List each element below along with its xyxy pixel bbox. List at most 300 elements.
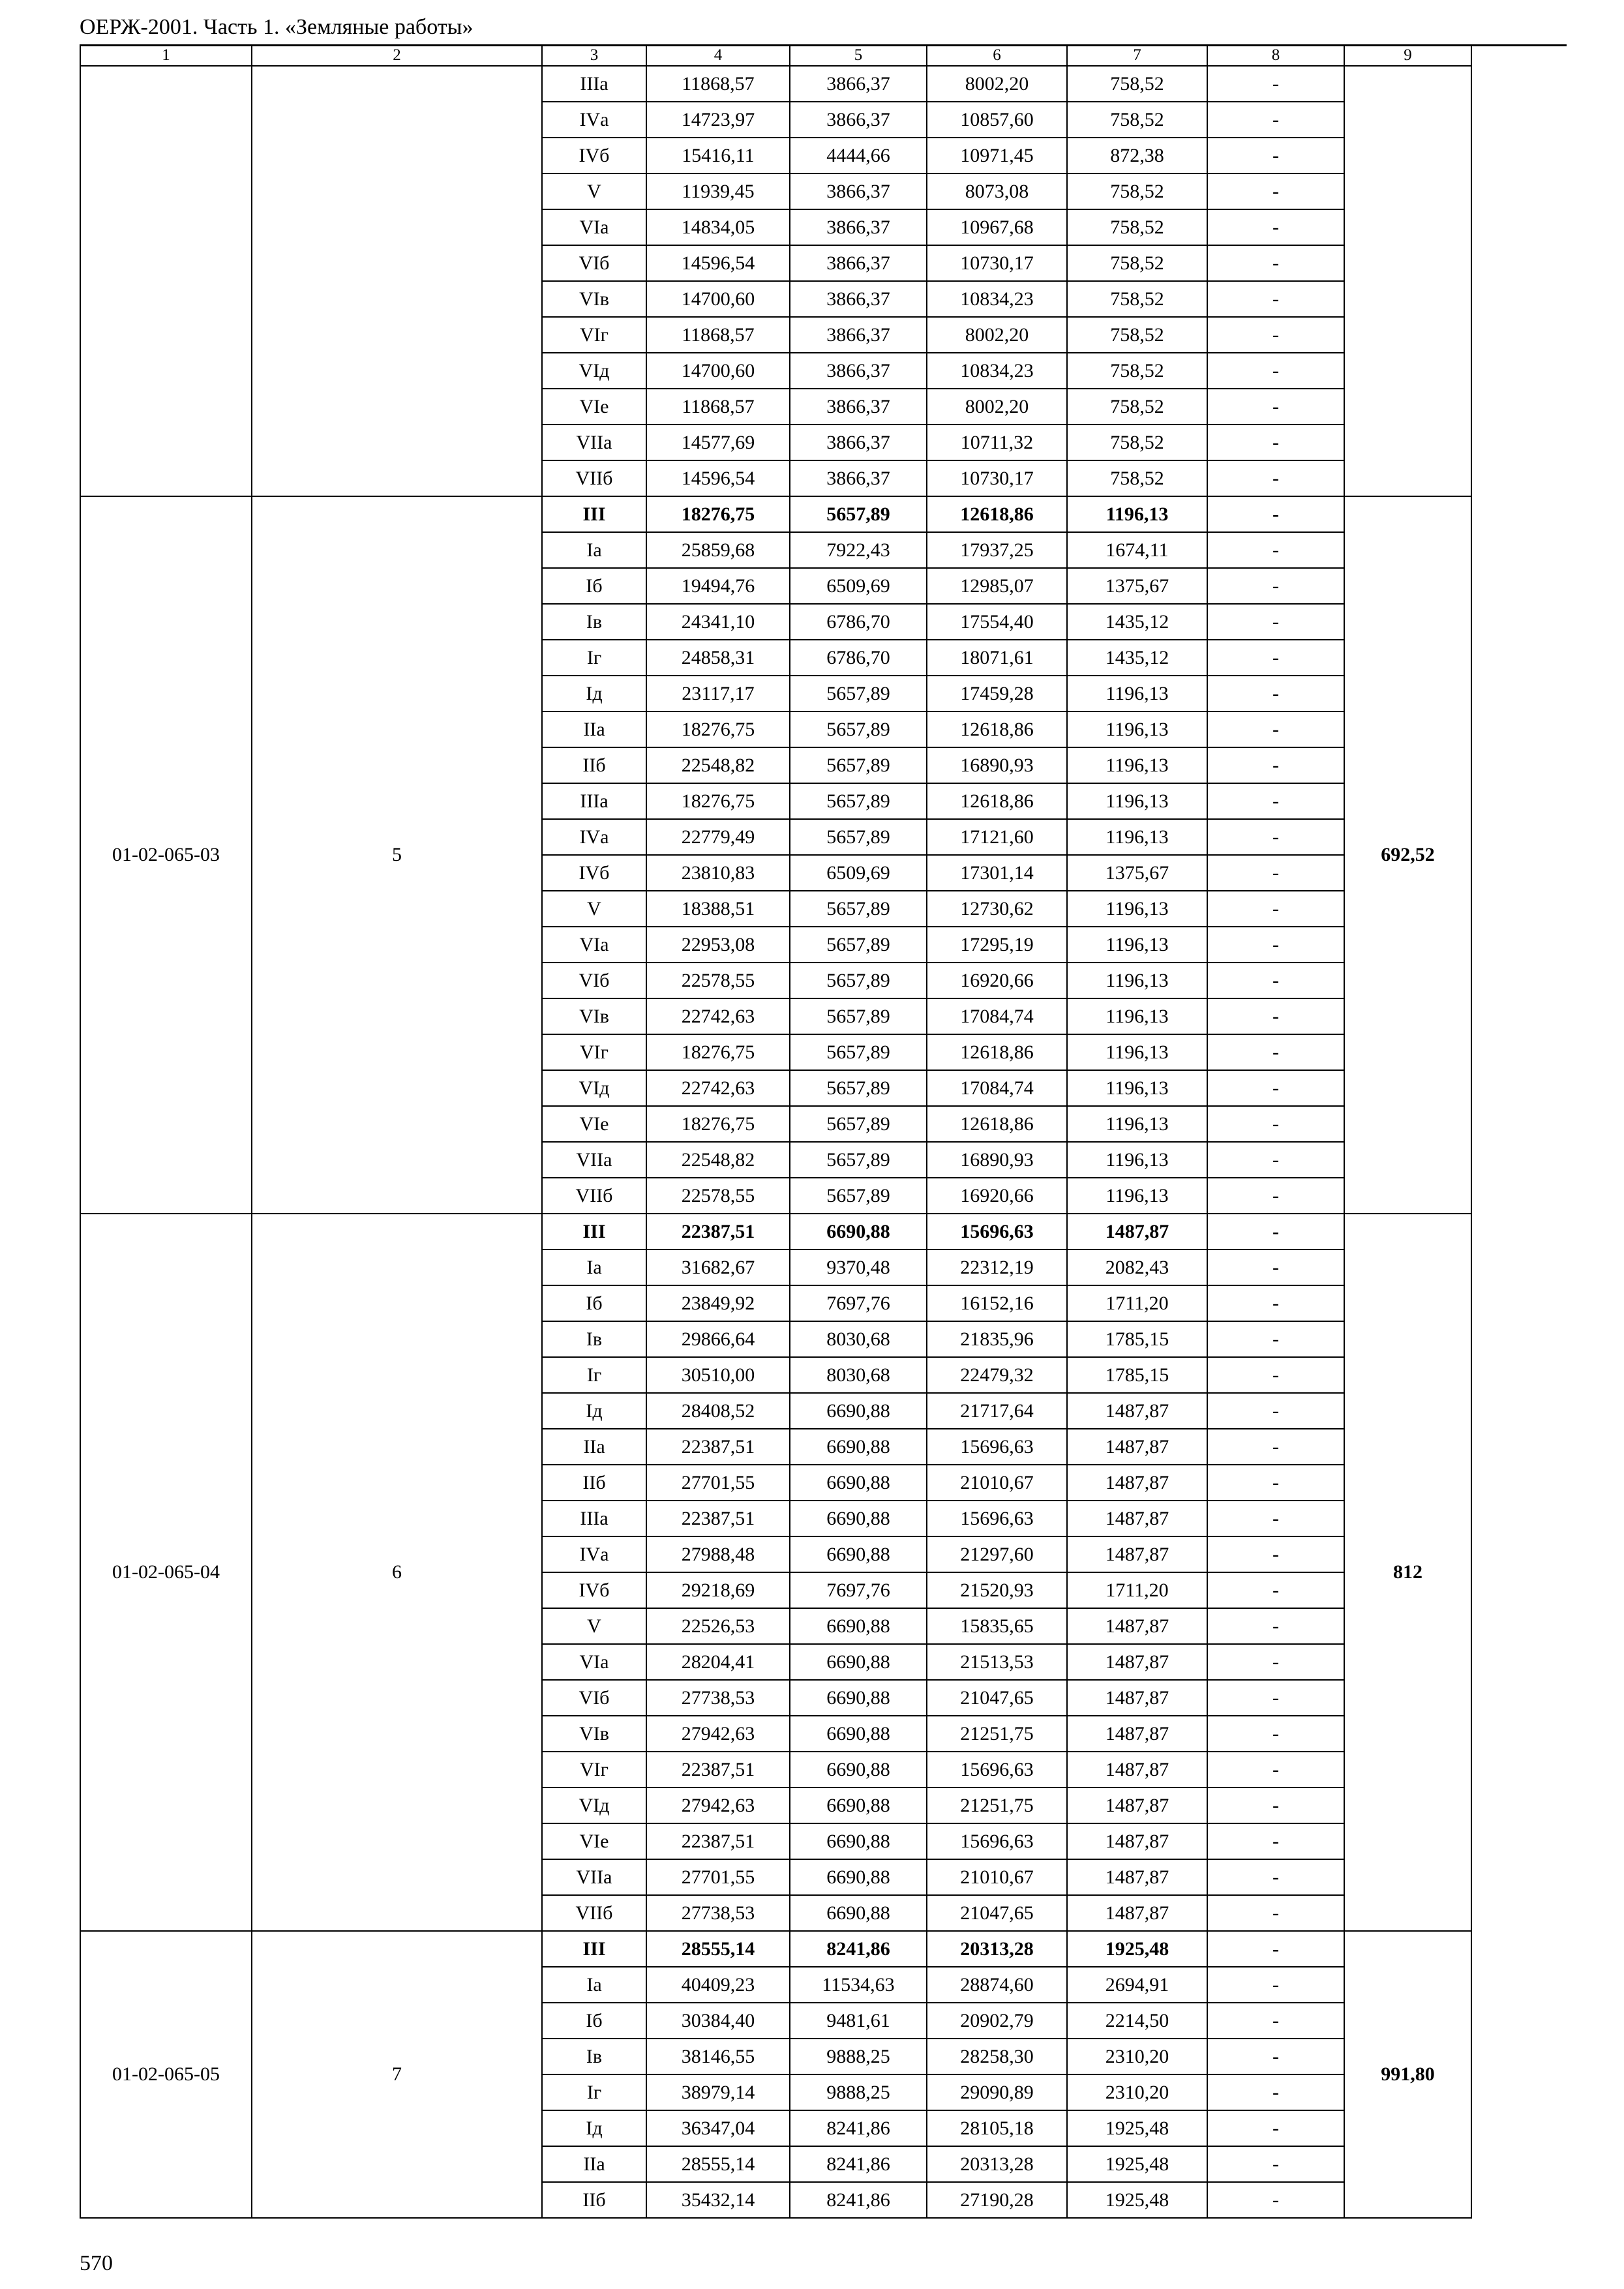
value-cell-col7: 1196,13	[1067, 747, 1207, 783]
value-cell-col4: 11868,57	[646, 317, 790, 353]
value-cell-col4: 22578,55	[646, 1178, 790, 1214]
rate-code-cell: 01-02-065-03	[80, 496, 252, 1214]
value-cell-col4: 24858,31	[646, 640, 790, 676]
soil-group-cell: VIб	[542, 245, 646, 281]
soil-group-cell: VIа	[542, 209, 646, 245]
value-cell-col7: 1435,12	[1067, 604, 1207, 640]
value-cell-col5: 5657,89	[790, 783, 927, 819]
column-number-header: 7	[1067, 45, 1207, 66]
value-cell-col8: -	[1207, 1536, 1344, 1572]
value-cell-col7: 872,38	[1067, 138, 1207, 173]
soil-group-cell: VIб	[542, 963, 646, 998]
column-number-header: 3	[542, 45, 646, 66]
value-cell-col5: 6690,88	[790, 1465, 927, 1501]
value-cell-col8: -	[1207, 138, 1344, 173]
value-cell-col6: 17554,40	[927, 604, 1067, 640]
value-cell-col5: 6690,88	[790, 1788, 927, 1823]
value-cell-col4: 28408,52	[646, 1393, 790, 1429]
value-cell-col5: 6690,88	[790, 1429, 927, 1465]
value-cell-col8: -	[1207, 604, 1344, 640]
value-cell-col4: 15416,11	[646, 138, 790, 173]
value-cell-col8: -	[1207, 711, 1344, 747]
value-cell-col8: -	[1207, 1285, 1344, 1321]
value-cell-col4: 22779,49	[646, 819, 790, 855]
value-cell-col6: 21513,53	[927, 1644, 1067, 1680]
value-cell-col7: 1196,13	[1067, 1142, 1207, 1178]
value-cell-col7: 1196,13	[1067, 998, 1207, 1034]
value-cell-col4: 22526,53	[646, 1608, 790, 1644]
value-cell-col4: 14700,60	[646, 353, 790, 389]
value-cell-col4: 18276,75	[646, 1106, 790, 1142]
value-cell-col7: 1196,13	[1067, 1034, 1207, 1070]
value-cell-col5: 8241,86	[790, 2146, 927, 2182]
value-cell-col8: -	[1207, 2182, 1344, 2218]
value-cell-col4: 35432,14	[646, 2182, 790, 2218]
value-cell-col4: 22387,51	[646, 1429, 790, 1465]
value-cell-col5: 7697,76	[790, 1572, 927, 1608]
column-number-header: 6	[927, 45, 1067, 66]
column-number-header: 5	[790, 45, 927, 66]
value-cell-col8: -	[1207, 783, 1344, 819]
value-cell-col8: -	[1207, 425, 1344, 460]
value-cell-col6: 10730,17	[927, 245, 1067, 281]
value-cell-col6: 20902,79	[927, 2003, 1067, 2039]
page-footer	[80, 2251, 113, 2276]
soil-group-cell: IIIа	[542, 1501, 646, 1536]
value-cell-col6: 27190,28	[927, 2182, 1067, 2218]
soil-group-cell: V	[542, 173, 646, 209]
value-cell-col8: -	[1207, 1895, 1344, 1931]
soil-group-cell: Iб	[542, 1285, 646, 1321]
soil-group-cell: IVб	[542, 855, 646, 891]
value-cell-col6: 10730,17	[927, 460, 1067, 496]
value-cell-col8: -	[1207, 1070, 1344, 1106]
value-cell-col7: 1487,87	[1067, 1393, 1207, 1429]
soil-group-cell: V	[542, 891, 646, 927]
value-cell-col5: 6690,88	[790, 1214, 927, 1249]
value-cell-col7: 1487,87	[1067, 1429, 1207, 1465]
value-cell-col8: -	[1207, 1214, 1344, 1249]
value-cell-col4: 29866,64	[646, 1321, 790, 1357]
rate-row	[80, 1214, 1471, 1249]
value-cell-col7: 2310,20	[1067, 2039, 1207, 2074]
value-cell-col6: 17084,74	[927, 1070, 1067, 1106]
value-cell-col5: 8241,86	[790, 1931, 927, 1967]
document-title: ОЕРЖ-2001. Часть 1. «Земляные работы»	[80, 15, 474, 39]
soil-group-cell: VIIб	[542, 1178, 646, 1214]
value-cell-col5: 5657,89	[790, 1034, 927, 1070]
value-cell-col4: 38979,14	[646, 2074, 790, 2110]
value-cell-col8: -	[1207, 1106, 1344, 1142]
value-cell-col7: 1487,87	[1067, 1465, 1207, 1501]
rate-row	[80, 496, 1471, 532]
value-cell-col7: 1487,87	[1067, 1644, 1207, 1680]
value-cell-col7: 1487,87	[1067, 1680, 1207, 1716]
value-cell-col5: 3866,37	[790, 460, 927, 496]
soil-group-cell: Iв	[542, 604, 646, 640]
value-cell-col7: 758,52	[1067, 245, 1207, 281]
value-cell-col7: 758,52	[1067, 389, 1207, 425]
value-cell-col5: 4444,66	[790, 138, 927, 173]
value-cell-col5: 6786,70	[790, 604, 927, 640]
value-cell-col4: 27738,53	[646, 1680, 790, 1716]
value-cell-col5: 8030,68	[790, 1357, 927, 1393]
value-cell-col4: 36347,04	[646, 2110, 790, 2146]
soil-group-cell: VIг	[542, 1034, 646, 1070]
value-cell-col4: 31682,67	[646, 1249, 790, 1285]
value-cell-col7: 1785,15	[1067, 1321, 1207, 1357]
value-cell-col5: 3866,37	[790, 102, 927, 138]
value-cell-col8: -	[1207, 855, 1344, 891]
value-cell-col5: 5657,89	[790, 711, 927, 747]
value-cell-col6: 22479,32	[927, 1357, 1067, 1393]
value-cell-col7: 1925,48	[1067, 2146, 1207, 2182]
soil-group-cell: Iд	[542, 2110, 646, 2146]
value-cell-col8: -	[1207, 1465, 1344, 1501]
value-cell-col4: 14596,54	[646, 460, 790, 496]
soil-group-cell: VIг	[542, 317, 646, 353]
value-cell-col6: 21047,65	[927, 1680, 1067, 1716]
value-cell-col8: -	[1207, 496, 1344, 532]
value-cell-col6: 21010,67	[927, 1465, 1067, 1501]
value-cell-col7: 1487,87	[1067, 1788, 1207, 1823]
value-cell-col5: 6690,88	[790, 1680, 927, 1716]
value-cell-col5: 5657,89	[790, 963, 927, 998]
value-cell-col5: 8241,86	[790, 2182, 927, 2218]
soil-group-cell: Iб	[542, 2003, 646, 2039]
value-cell-col8: -	[1207, 102, 1344, 138]
value-cell-col6: 8002,20	[927, 317, 1067, 353]
value-cell-col8: -	[1207, 1393, 1344, 1429]
value-cell-col4: 22387,51	[646, 1501, 790, 1536]
value-cell-col4: 22742,63	[646, 1070, 790, 1106]
value-cell-col8: -	[1207, 819, 1344, 855]
value-cell-col4: 11939,45	[646, 173, 790, 209]
value-cell-col7: 758,52	[1067, 102, 1207, 138]
value-cell-col7: 1925,48	[1067, 2182, 1207, 2218]
value-cell-col4: 18276,75	[646, 496, 790, 532]
result-cell	[1344, 66, 1471, 496]
value-cell-col4: 30384,40	[646, 2003, 790, 2039]
value-cell-col7: 758,52	[1067, 425, 1207, 460]
value-cell-col8: -	[1207, 281, 1344, 317]
value-cell-col4: 25859,68	[646, 532, 790, 568]
value-cell-col4: 27701,55	[646, 1859, 790, 1895]
value-cell-col8: -	[1207, 532, 1344, 568]
value-cell-col8: -	[1207, 747, 1344, 783]
value-cell-col8: -	[1207, 1357, 1344, 1393]
value-cell-col7: 1487,87	[1067, 1716, 1207, 1752]
column-number-header: 1	[80, 45, 252, 66]
column-number-header: 2	[252, 45, 542, 66]
value-cell-col4: 27942,63	[646, 1788, 790, 1823]
value-cell-col6: 17937,25	[927, 532, 1067, 568]
soil-group-cell: IIб	[542, 747, 646, 783]
rate-code-cell: 01-02-065-05	[80, 1931, 252, 2218]
soil-group-cell: V	[542, 1608, 646, 1644]
soil-group-cell: VIв	[542, 998, 646, 1034]
value-cell-col4: 18388,51	[646, 891, 790, 927]
value-cell-col5: 3866,37	[790, 389, 927, 425]
value-cell-col6: 12618,86	[927, 711, 1067, 747]
value-cell-col7: 758,52	[1067, 281, 1207, 317]
value-cell-col8: -	[1207, 1752, 1344, 1788]
value-cell-col8: -	[1207, 209, 1344, 245]
value-cell-col5: 7697,76	[790, 1285, 927, 1321]
value-cell-col7: 1785,15	[1067, 1357, 1207, 1393]
soil-group-cell: Iв	[542, 1321, 646, 1357]
value-cell-col7: 1375,67	[1067, 568, 1207, 604]
value-cell-col6: 15696,63	[927, 1501, 1067, 1536]
value-cell-col6: 21047,65	[927, 1895, 1067, 1931]
value-cell-col5: 5657,89	[790, 496, 927, 532]
soil-group-cell: III	[542, 1214, 646, 1249]
value-cell-col7: 1196,13	[1067, 819, 1207, 855]
value-cell-col8: -	[1207, 998, 1344, 1034]
value-cell-col7: 1487,87	[1067, 1501, 1207, 1536]
value-cell-col6: 8002,20	[927, 389, 1067, 425]
value-cell-col6: 21010,67	[927, 1859, 1067, 1895]
value-cell-col8: -	[1207, 1823, 1344, 1859]
value-cell-col6: 17459,28	[927, 676, 1067, 711]
value-cell-col7: 1711,20	[1067, 1285, 1207, 1321]
value-cell-col6: 28258,30	[927, 2039, 1067, 2074]
value-cell-col6: 17295,19	[927, 927, 1067, 963]
value-cell-col7: 1487,87	[1067, 1536, 1207, 1572]
value-cell-col5: 5657,89	[790, 927, 927, 963]
value-cell-col5: 9888,25	[790, 2039, 927, 2074]
value-cell-col6: 17084,74	[927, 998, 1067, 1034]
page-number: 570	[80, 2251, 113, 2275]
value-cell-col4: 18276,75	[646, 1034, 790, 1070]
value-cell-col6: 21835,96	[927, 1321, 1067, 1357]
value-cell-col7: 1674,11	[1067, 532, 1207, 568]
value-cell-col7: 1196,13	[1067, 496, 1207, 532]
value-cell-col4: 28555,14	[646, 2146, 790, 2182]
value-cell-col4: 27738,53	[646, 1895, 790, 1931]
value-cell-col8: -	[1207, 1178, 1344, 1214]
value-cell-col5: 3866,37	[790, 281, 927, 317]
value-cell-col7: 758,52	[1067, 66, 1207, 102]
value-cell-col7: 1196,13	[1067, 1070, 1207, 1106]
soil-group-cell: VIд	[542, 353, 646, 389]
value-cell-col6: 10834,23	[927, 281, 1067, 317]
value-cell-col5: 5657,89	[790, 1106, 927, 1142]
value-cell-col5: 3866,37	[790, 317, 927, 353]
table-head	[80, 45, 1471, 66]
value-cell-col4: 22387,51	[646, 1214, 790, 1249]
value-cell-col4: 14577,69	[646, 425, 790, 460]
rate-number-cell: 7	[252, 1931, 542, 2218]
value-cell-col5: 6509,69	[790, 855, 927, 891]
soil-group-cell: IVа	[542, 1536, 646, 1572]
value-cell-col5: 6786,70	[790, 640, 927, 676]
soil-group-cell: Iд	[542, 1393, 646, 1429]
value-cell-col4: 22578,55	[646, 963, 790, 998]
value-cell-col5: 6509,69	[790, 568, 927, 604]
value-cell-col7: 758,52	[1067, 173, 1207, 209]
value-cell-col8: -	[1207, 1644, 1344, 1680]
value-cell-col5: 6690,88	[790, 1895, 927, 1931]
value-cell-col6: 20313,28	[927, 2146, 1067, 2182]
soil-group-cell: Iг	[542, 2074, 646, 2110]
value-cell-col8: -	[1207, 1608, 1344, 1644]
value-cell-col4: 22387,51	[646, 1823, 790, 1859]
soil-group-cell: VIе	[542, 389, 646, 425]
value-cell-col6: 17301,14	[927, 855, 1067, 891]
value-cell-col6: 16890,93	[927, 747, 1067, 783]
page-header	[80, 14, 1567, 46]
table-body	[80, 66, 1471, 2218]
value-cell-col6: 28105,18	[927, 2110, 1067, 2146]
soil-group-cell: VIе	[542, 1106, 646, 1142]
soil-group-cell: Iб	[542, 568, 646, 604]
value-cell-col5: 11534,63	[790, 1967, 927, 2003]
value-cell-col5: 9370,48	[790, 1249, 927, 1285]
value-cell-col7: 1196,13	[1067, 1106, 1207, 1142]
value-cell-col5: 6690,88	[790, 1536, 927, 1572]
soil-group-cell: IVб	[542, 138, 646, 173]
value-cell-col6: 17121,60	[927, 819, 1067, 855]
value-cell-col6: 21717,64	[927, 1393, 1067, 1429]
value-cell-col4: 11868,57	[646, 66, 790, 102]
value-cell-col5: 5657,89	[790, 819, 927, 855]
value-cell-col8: -	[1207, 676, 1344, 711]
value-cell-col6: 22312,19	[927, 1249, 1067, 1285]
value-cell-col8: -	[1207, 460, 1344, 496]
value-cell-col7: 1196,13	[1067, 927, 1207, 963]
value-cell-col7: 1435,12	[1067, 640, 1207, 676]
value-cell-col4: 22548,82	[646, 1142, 790, 1178]
soil-group-cell: Iг	[542, 640, 646, 676]
value-cell-col4: 23117,17	[646, 676, 790, 711]
rate-row	[80, 1931, 1471, 1967]
soil-group-cell: IVа	[542, 102, 646, 138]
value-cell-col5: 3866,37	[790, 353, 927, 389]
value-cell-col4: 14723,97	[646, 102, 790, 138]
value-cell-col7: 1925,48	[1067, 2110, 1207, 2146]
value-cell-col6: 21520,93	[927, 1572, 1067, 1608]
value-cell-col4: 18276,75	[646, 711, 790, 747]
value-cell-col8: -	[1207, 640, 1344, 676]
soil-group-cell: VIв	[542, 1716, 646, 1752]
soil-group-cell: VIа	[542, 1644, 646, 1680]
soil-group-cell: VIIа	[542, 1859, 646, 1895]
value-cell-col5: 5657,89	[790, 1142, 927, 1178]
value-cell-col8: -	[1207, 2039, 1344, 2074]
value-cell-col6: 21251,75	[927, 1716, 1067, 1752]
value-cell-col8: -	[1207, 1501, 1344, 1536]
value-cell-col5: 9888,25	[790, 2074, 927, 2110]
column-number-header: 4	[646, 45, 790, 66]
value-cell-col5: 5657,89	[790, 747, 927, 783]
soil-group-cell: IIб	[542, 2182, 646, 2218]
value-cell-col6: 16152,16	[927, 1285, 1067, 1321]
value-cell-col6: 28874,60	[927, 1967, 1067, 2003]
soil-group-cell: VIв	[542, 281, 646, 317]
value-cell-col6: 16920,66	[927, 1178, 1067, 1214]
value-cell-col6: 21297,60	[927, 1536, 1067, 1572]
value-cell-col5: 3866,37	[790, 173, 927, 209]
value-cell-col5: 3866,37	[790, 209, 927, 245]
value-cell-col8: -	[1207, 927, 1344, 963]
value-cell-col7: 1487,87	[1067, 1214, 1207, 1249]
rate-number-cell: 6	[252, 1214, 542, 1931]
value-cell-col4: 14834,05	[646, 209, 790, 245]
value-cell-col7: 1487,87	[1067, 1859, 1207, 1895]
value-cell-col4: 23810,83	[646, 855, 790, 891]
value-cell-col6: 15835,65	[927, 1608, 1067, 1644]
value-cell-col5: 8241,86	[790, 2110, 927, 2146]
result-cell: 692,52	[1344, 496, 1471, 1214]
value-cell-col8: -	[1207, 1429, 1344, 1465]
value-cell-col4: 23849,92	[646, 1285, 790, 1321]
value-cell-col8: -	[1207, 1859, 1344, 1895]
value-cell-col6: 12730,62	[927, 891, 1067, 927]
value-cell-col4: 28204,41	[646, 1644, 790, 1680]
value-cell-col7: 1487,87	[1067, 1895, 1207, 1931]
value-cell-col7: 758,52	[1067, 353, 1207, 389]
soil-group-cell: VIд	[542, 1788, 646, 1823]
soil-group-cell: Iд	[542, 676, 646, 711]
value-cell-col8: -	[1207, 568, 1344, 604]
value-cell-col4: 38146,55	[646, 2039, 790, 2074]
value-cell-col6: 12618,86	[927, 1034, 1067, 1070]
value-cell-col6: 12985,07	[927, 568, 1067, 604]
value-cell-col4: 24341,10	[646, 604, 790, 640]
value-cell-col7: 1196,13	[1067, 783, 1207, 819]
soil-group-cell: VIIа	[542, 425, 646, 460]
value-cell-col8: -	[1207, 1321, 1344, 1357]
rate-number-cell	[252, 66, 542, 496]
value-cell-col5: 5657,89	[790, 676, 927, 711]
value-cell-col8: -	[1207, 1249, 1344, 1285]
value-cell-col4: 27988,48	[646, 1536, 790, 1572]
soil-group-cell: VIг	[542, 1752, 646, 1788]
value-cell-col7: 1196,13	[1067, 891, 1207, 927]
value-cell-col8: -	[1207, 245, 1344, 281]
value-cell-col8: -	[1207, 2074, 1344, 2110]
value-cell-col8: -	[1207, 66, 1344, 102]
value-cell-col8: -	[1207, 1034, 1344, 1070]
value-cell-col8: -	[1207, 1572, 1344, 1608]
value-cell-col4: 11868,57	[646, 389, 790, 425]
value-cell-col6: 10834,23	[927, 353, 1067, 389]
soil-group-cell: Iа	[542, 1967, 646, 2003]
value-cell-col7: 1711,20	[1067, 1572, 1207, 1608]
soil-group-cell: IVа	[542, 819, 646, 855]
value-cell-col4: 14700,60	[646, 281, 790, 317]
value-cell-col5: 9481,61	[790, 2003, 927, 2039]
value-cell-col6: 15696,63	[927, 1429, 1067, 1465]
value-cell-col8: -	[1207, 1680, 1344, 1716]
soil-group-cell: VIIа	[542, 1142, 646, 1178]
soil-group-cell: IIб	[542, 1465, 646, 1501]
soil-group-cell: Iв	[542, 2039, 646, 2074]
value-cell-col6: 15696,63	[927, 1214, 1067, 1249]
soil-group-cell: IVб	[542, 1572, 646, 1608]
result-cell: 812	[1344, 1214, 1471, 1931]
value-cell-col7: 1196,13	[1067, 711, 1207, 747]
soil-group-cell: IIа	[542, 711, 646, 747]
value-cell-col7: 1487,87	[1067, 1752, 1207, 1788]
result-cell: 991,80	[1344, 1931, 1471, 2218]
value-cell-col7: 1196,13	[1067, 963, 1207, 998]
value-cell-col7: 2214,50	[1067, 2003, 1207, 2039]
rates-table	[80, 44, 1472, 2219]
soil-group-cell: VIб	[542, 1680, 646, 1716]
value-cell-col8: -	[1207, 2003, 1344, 2039]
